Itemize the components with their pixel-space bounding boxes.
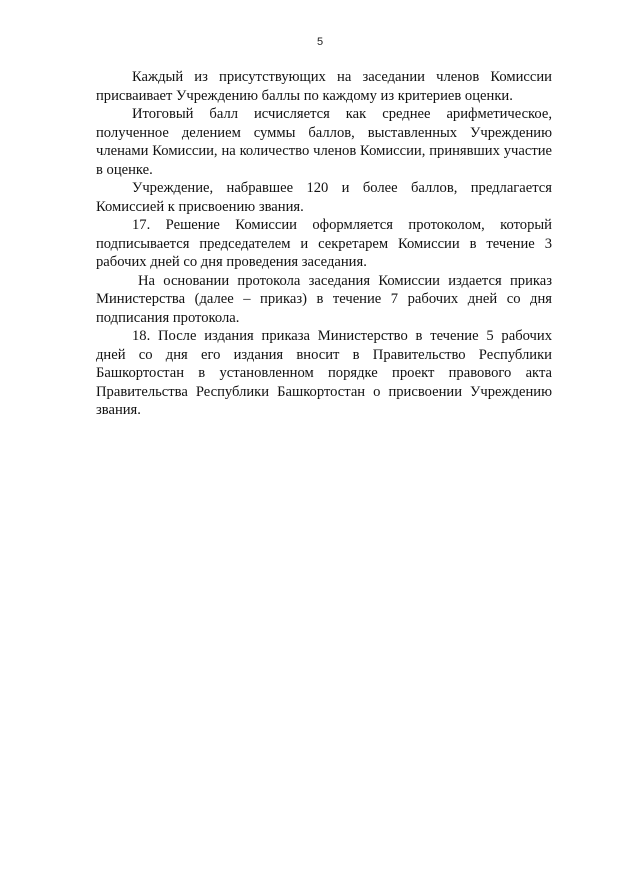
paragraph-threshold: Учреждение, набравшее 120 и более баллов, предлагается Комиссией к присвоению звания.	[96, 180, 552, 215]
paragraph-scoring: Каждый из присутствующих на заседании членов Комиссии присваивает Учреждению баллы по каждому из критериев оценки.	[96, 69, 552, 104]
document-body	[96, 68, 552, 420]
paragraph-order: На основании протокола заседания Комиссии издается приказ Министерства (далее – приказ) в течение 7 рабочих дней со дня подписания протокола.	[96, 272, 552, 326]
paragraph-item-18: 18. После издания приказа Министерство в течение 5 рабочих дней со дня его издания вносит в Правительство Республики Башкортостан в установленном порядке проект правового акта Правительства Республики Башкортостан о присвоении Учреждению звания.	[96, 328, 552, 418]
paragraph-item-17: 17. Решение Комиссии оформляется протоколом, который подписывается председателем и секретарем Комиссии в течение 3 рабочих дней со дня проведения заседания.	[96, 217, 552, 270]
paragraph-final-score: Итоговый балл исчисляется как среднее арифметическое, полученное делением суммы баллов, выставленных Учреждению членами Комиссии, на количество членов Комиссии, принявших участие в оценке.	[96, 106, 552, 178]
page-number: 5	[316, 36, 324, 48]
